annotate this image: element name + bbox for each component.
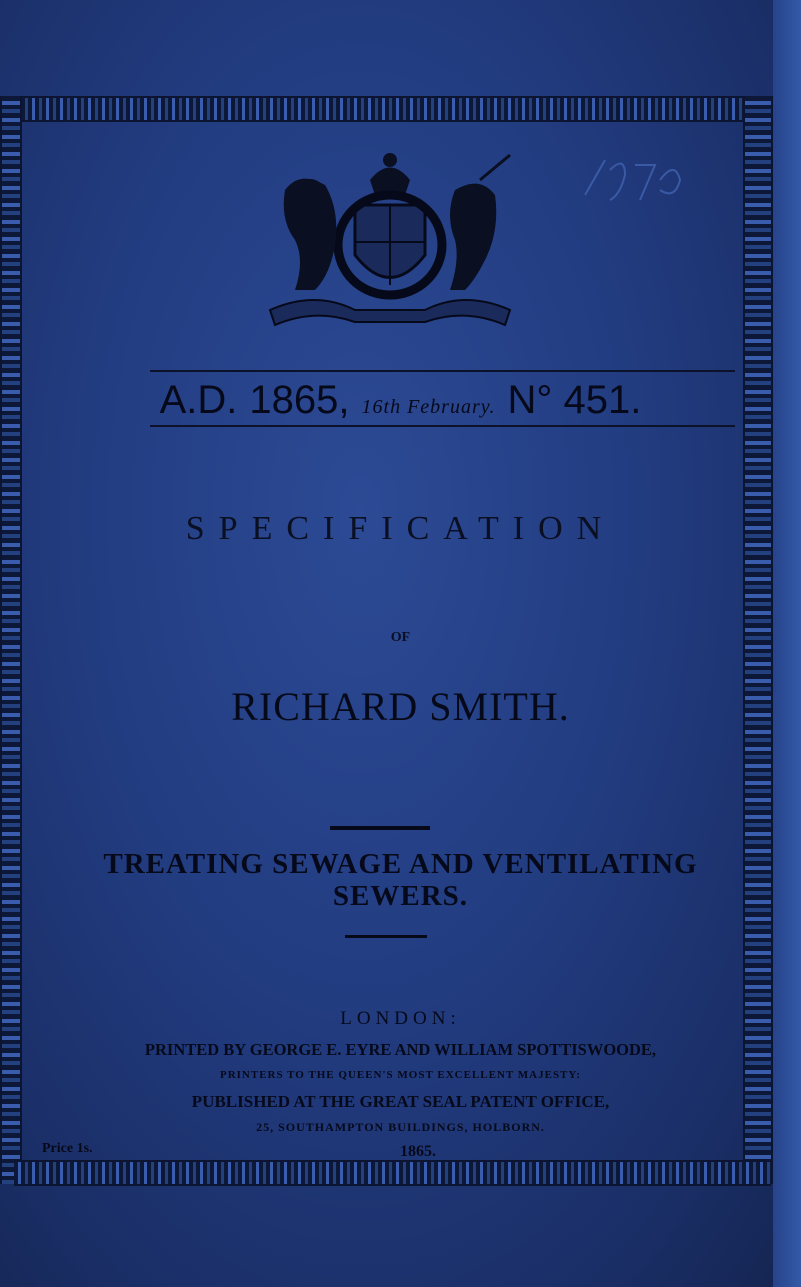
imprint-address: 25, SOUTHAMPTON BUILDINGS, HOLBORN. — [256, 1120, 545, 1134]
header-rule-top — [150, 370, 735, 372]
patent-number: N° 451. — [507, 378, 642, 422]
subject-line-2: SEWERS. — [332, 880, 469, 912]
specification-heading: SPECIFICATION — [185, 510, 616, 547]
imprint-printers-to: PRINTERS TO THE QUEEN'S MOST EXCELLENT MAJESTY: — [219, 1069, 581, 1081]
imprint-london: LONDON: — [340, 1008, 461, 1029]
ornamental-border-bottom — [14, 1160, 771, 1186]
of-label: OF — [390, 630, 411, 645]
patent-subject — [0, 848, 801, 912]
ornamental-border-top — [14, 96, 771, 122]
patent-date: 16th February. — [361, 396, 496, 418]
divider-rule-bottom — [345, 935, 427, 938]
patent-header — [0, 378, 801, 423]
price-label: Price 1s. — [42, 1141, 93, 1156]
imprint-published: PUBLISHED AT THE GREAT SEAL PATENT OFFICE, — [191, 1092, 610, 1111]
subject-line-1: TREATING SEWAGE AND VENTILATING — [103, 848, 698, 880]
imprint-printed-by: PRINTED BY GEORGE E. EYRE AND WILLIAM SPOTTISWOODE, — [144, 1040, 657, 1059]
imprint-year: 1865. — [400, 1143, 436, 1160]
inventor-name: RICHARD SMITH. — [231, 684, 570, 729]
ad-label: A.D. — [159, 378, 238, 422]
royal-coat-of-arms-icon — [255, 150, 525, 330]
patent-year: 1865, — [249, 378, 350, 422]
divider-rule-top — [330, 826, 430, 830]
handwritten-annotation — [580, 150, 690, 210]
header-rule-bottom — [150, 425, 735, 427]
